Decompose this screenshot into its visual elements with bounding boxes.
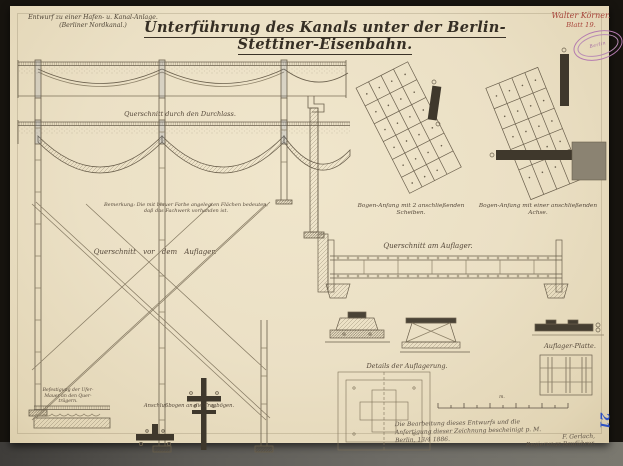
column-right <box>276 98 292 204</box>
author-name: Walter Körner. <box>551 11 611 20</box>
approval-inscription <box>395 417 596 452</box>
caption-details-auflagerung: Details der Auflagerung. <box>366 362 448 370</box>
wall-attachment-detail <box>34 406 110 428</box>
project-note-line1: Entwurf zu einer Hafen- u. Kanal-Anlage. <box>28 14 158 21</box>
rail-profile-detail-2 <box>187 378 221 450</box>
drawing-sheet <box>10 6 612 449</box>
bearing-plate-section <box>532 320 604 335</box>
column-bottom <box>255 320 273 452</box>
cross-section-band-2 <box>18 120 350 173</box>
plan-arch-start-two-panels <box>350 56 470 201</box>
caption-bemerkung: Bemerkung: Die mit blauer Farbe angelegten Flächen bedeuten, daß das Fachwerk vorhanden ist. <box>103 202 268 215</box>
inscription-line2: Anfertigung dieser Zeichnung bescheinigt p. M. <box>394 425 542 436</box>
bearing-detail-right <box>400 318 470 352</box>
place-date: Berlin, 13/4 1886. <box>395 435 451 444</box>
rail-profile-detail-1 <box>136 424 174 446</box>
column-middle <box>153 98 171 452</box>
caption-anschluss: Anschlußbogen an die Tragbögen. <box>143 403 235 409</box>
stamp-text: Berlin <box>589 41 607 50</box>
drawing-title: Unterführung des Kanals unter der Berlin-Stettiner-Eisenbahn. <box>144 19 506 53</box>
caption-querschnitt-am-auflager: Querschnitt am Auflager. <box>383 242 473 250</box>
caption-querschnitt-vor-auflager: Querschnitt vor dem Auflager. <box>93 248 217 256</box>
inscription-line1: Die Bearbeitung dieses Entwurfs und die <box>394 418 521 429</box>
archive-page-number: 21 <box>597 412 612 430</box>
caption-bogen-anfang-zwei: Bogen-Anfang mit 2 anschließenden Scheiben. <box>357 203 465 217</box>
caption-bogen-anfang-eins: Bogen-Anfang mit einer anschließenden Achse. <box>478 203 598 217</box>
caption-querschnitt-durchlass: Querschnitt durch den Durchlass. <box>124 110 236 118</box>
cross-section-band-1 <box>18 60 348 98</box>
signature-title: Regierungs-Bauführer. <box>525 440 596 449</box>
plan-arch-start-one-panel <box>472 48 617 206</box>
author-block <box>538 11 623 29</box>
bearing-plate-plan <box>540 355 592 395</box>
sheet-number: Blatt 19. <box>566 21 596 29</box>
caption-auflager-platte: Auflager-Platte. <box>544 342 596 350</box>
bearing-details <box>316 308 486 364</box>
caption-ufermauer: Befestigung der Ufer- Mauer an den Quer- trägern. <box>42 388 94 405</box>
bearing-detail-left <box>325 312 390 342</box>
signature: F. Gerlach, <box>562 432 596 441</box>
bearing-plate-details <box>528 312 613 404</box>
scale-label: m. <box>499 395 505 400</box>
project-note-line2: (Berliner Nordkanal.) <box>59 21 127 29</box>
